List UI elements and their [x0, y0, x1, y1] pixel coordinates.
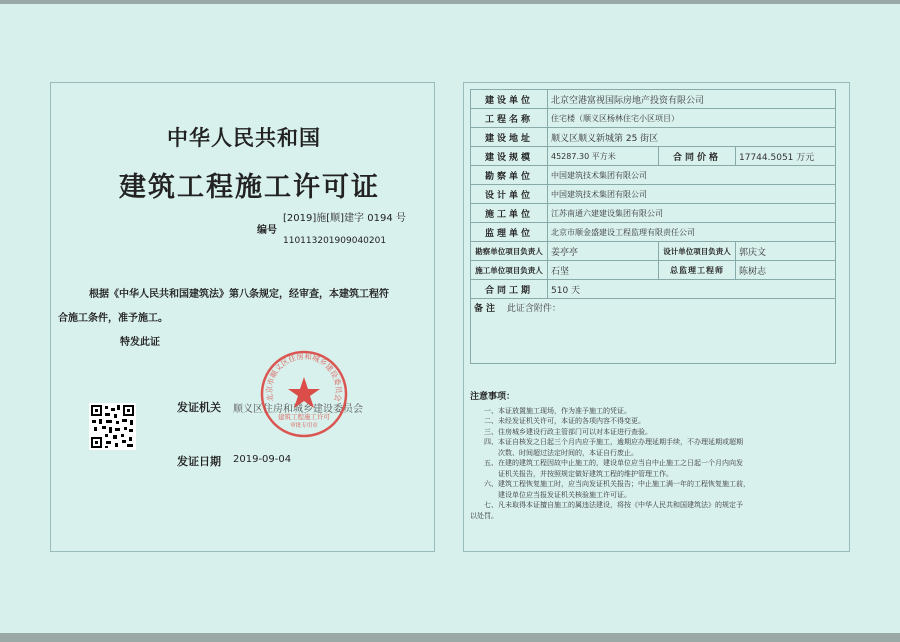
note-item: 建设单位应当报发证机关核验施工许可证。	[498, 490, 631, 499]
row-label: 建设规模	[471, 147, 548, 166]
row-label: 勘察单位项目负责人	[471, 242, 548, 261]
body-line3: 特发此证	[120, 337, 160, 348]
remarks-row	[471, 299, 836, 364]
row-label-2: 设计单位项目负责人	[659, 242, 736, 261]
svg-text:北京市顺义区住房和城乡建设委员会: 北京市顺义区住房和城乡建设委员会	[264, 351, 344, 403]
row-label: 勘察单位	[471, 166, 548, 185]
note-item: 四、本证自核发之日起三个月内应予施工，逾期应办理延期手续，不办理延期或超期	[484, 438, 743, 446]
note-item: 二、未经发证机关许可，本证的各项内容不得变更。	[484, 417, 645, 425]
date-label: 发证日期	[177, 455, 221, 468]
row-label-2: 合同价格	[659, 147, 736, 166]
notes-section	[470, 392, 836, 521]
table-row	[471, 90, 836, 109]
row-value-2: 陈树志	[736, 261, 836, 280]
row-value: 住宅楼（顺义区杨林住宅小区项目）	[548, 109, 836, 128]
svg-text:建筑工程施工许可: 建筑工程施工许可	[278, 413, 330, 421]
row-value-2: 郭庆文	[736, 242, 836, 261]
number-label: 编号	[257, 225, 277, 236]
note-item: 证机关报告，并按照规定做好建筑工程的维护管理工作。	[498, 469, 673, 478]
row-value: 石坚	[548, 261, 659, 280]
issuer-value: 顺义区住房和城乡建设委员会	[233, 404, 363, 415]
row-label: 合同工期	[471, 280, 548, 299]
country-title: 中华人民共和国	[167, 125, 321, 150]
row-value: 顺义区顺义新城第 25 街区	[548, 128, 836, 147]
row-label: 建设单位	[471, 90, 548, 109]
note-item: 三、住房城乡建设行政主管部门可以对本证进行查验。	[484, 427, 652, 436]
note-item: 五、在建的建筑工程因故中止施工的，建设单位应当自中止施工之日起一个月内向发	[484, 459, 743, 467]
row-label: 施工单位	[471, 204, 548, 223]
row-value-2: 17744.5051 万元	[736, 147, 836, 166]
row-label: 工程名称	[471, 109, 548, 128]
row-value: 北京市顺金盛建设工程监理有限责任公司	[548, 223, 836, 242]
table-row	[471, 223, 836, 242]
table-row	[471, 280, 836, 299]
row-value: 北京空港富视国际房地产投资有限公司	[548, 90, 836, 109]
note-item: 一、本证放置施工现场，作为准予施工的凭证。	[484, 406, 631, 415]
table-row	[471, 204, 836, 223]
row-value: 中国建筑技术集团有限公司	[548, 185, 836, 204]
table-row	[471, 261, 836, 280]
note-item: 六、建筑工程恢复施工时，应当向发证机关报告；中止施工满一年的工程恢复施工前，	[484, 480, 750, 488]
note-item: 次数、时间超过法定时间的，本证自行废止。	[498, 448, 638, 457]
issuer-label: 发证机关	[177, 401, 221, 414]
row-label: 监理单位	[471, 223, 548, 242]
remarks-value: 此证含附件：	[506, 304, 561, 314]
svg-text:审批专用章: 审批专用章	[290, 423, 318, 429]
remarks-cell	[471, 299, 836, 364]
official-stamp	[259, 349, 349, 439]
project-info-table	[470, 89, 836, 364]
bottom-border	[0, 633, 900, 642]
table-row	[471, 185, 836, 204]
row-value: 510 天	[548, 280, 836, 299]
row-value: 江苏南通六建建设集团有限公司	[548, 204, 836, 223]
row-value: 45287.30 平方米	[548, 147, 659, 166]
table-row	[471, 128, 836, 147]
table-row	[471, 166, 836, 185]
note-item: 七、凡未取得本证擅自施工的属违法建设，将按《中华人民共和国建筑法》的规定予	[484, 501, 743, 509]
number-line2: 110113201909040201	[283, 236, 387, 246]
row-label: 设计单位	[471, 185, 548, 204]
table-row	[471, 242, 836, 261]
note-item: 以处罚。	[470, 511, 498, 520]
top-border	[0, 0, 900, 4]
date-value: 2019-09-04	[233, 454, 292, 465]
table-row	[471, 147, 836, 166]
row-value: 姜亭亭	[548, 242, 659, 261]
notes-title: 注意事项：	[470, 392, 516, 402]
row-label-2: 总监理工程师	[659, 261, 736, 280]
number-line1: [2019]施[顺]建字 0194 号	[283, 213, 406, 224]
qr-code	[89, 403, 136, 450]
certificate-title: 建筑工程施工许可证	[119, 172, 380, 203]
body-line2: 合施工条件，准予施工。	[58, 313, 168, 324]
row-value: 中国建筑技术集团有限公司	[548, 166, 836, 185]
row-label: 施工单位项目负责人	[471, 261, 548, 280]
table-row	[471, 109, 836, 128]
row-label: 建设地址	[471, 128, 548, 147]
body-line1: 根据《中华人民共和国建筑法》第八条规定，经审查，本建筑工程符	[89, 289, 389, 300]
remarks-label: 备注	[474, 304, 499, 314]
